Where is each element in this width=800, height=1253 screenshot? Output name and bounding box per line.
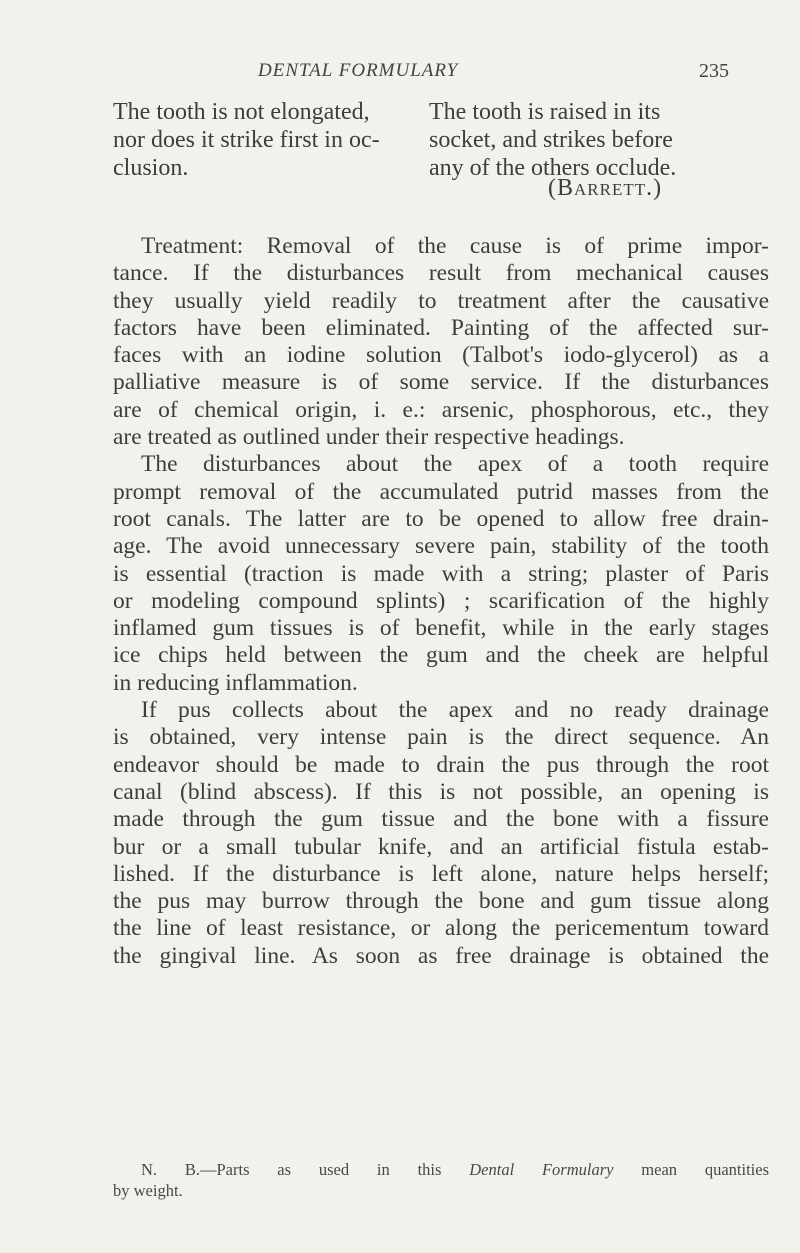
comparison-left-column xyxy=(113,98,413,182)
paragraph-line: prompt removal of the accumulated putrid masses from the xyxy=(113,478,769,505)
paragraph-line: palliative measure is of some service. If the disturbances xyxy=(113,369,769,396)
comparison-right-column xyxy=(429,98,769,182)
comparison-left-line: clusion. xyxy=(113,155,189,181)
paragraph-line: the line of least resistance, or along the pericementum toward xyxy=(113,915,769,942)
footnote-prefix: N. B.—Parts as used in this xyxy=(141,1160,470,1179)
paragraph-line: is essential (traction is made with a string; plaster of Paris xyxy=(113,560,769,587)
comparison-left-line: nor does it strike first in oc- xyxy=(113,127,380,153)
paragraph-line: factors have been eliminated. Painting of the affected sur- xyxy=(113,314,769,341)
comparison-left-line: The tooth is not elongated, xyxy=(113,99,370,125)
paragraph-line: The disturbances about the apex of a tooth require xyxy=(141,451,769,478)
paragraph-line: the gingival line. As soon as free drainage is obtained the xyxy=(113,942,769,969)
paragraph-line: lished. If the disturbance is left alone, nature helps herself; xyxy=(113,860,769,887)
footnote-suffix: mean quantities xyxy=(613,1160,770,1179)
paragraph-line: Treatment: Removal of the cause is of prime impor- xyxy=(141,233,769,259)
paragraph-line: the pus may burrow through the bone and gum tissue along xyxy=(113,888,769,915)
comparison-right-line: socket, and strikes before xyxy=(429,127,673,153)
paragraph-line: inflamed gum tissues is of benefit, while in the early stages xyxy=(113,615,769,642)
body-text xyxy=(113,233,769,970)
paragraph-line: endeavor should be made to drain the pus through the root xyxy=(113,751,769,778)
comparison-right-line: any of the others occlude. xyxy=(429,155,677,181)
paragraph-line: ice chips held between the gum and the cheek are helpful xyxy=(113,642,769,669)
attribution: (Barrett.) xyxy=(548,175,663,201)
paragraph-line: is obtained, very intense pain is the direct sequence. An xyxy=(113,724,769,751)
footnote-line: by weight. xyxy=(113,1181,183,1200)
footnote-line xyxy=(113,1159,769,1180)
footnote xyxy=(113,1159,769,1201)
paragraph-line: age. The avoid unnecessary severe pain, stability of the tooth xyxy=(113,533,769,560)
paragraph-line: or modeling compound splints) ; scarification of the highly xyxy=(113,587,769,614)
comparison-right-line: The tooth is raised in its xyxy=(429,99,661,125)
paragraph-line: root canals. The latter are to be opened to allow free drain- xyxy=(113,505,769,532)
paragraph-line: made through the gum tissue and the bone with a fissure xyxy=(113,806,769,833)
paragraph-line: bur or a small tubular knife, and an artificial fistula estab- xyxy=(113,833,769,860)
paragraph-line: canal (blind abscess). If this is not possible, an opening is xyxy=(113,778,769,805)
paragraph-line: faces with an iodine solution (Talbot's iodo-glycerol) as a xyxy=(113,342,769,369)
paragraph-line: If pus collects about the apex and no ready drainage xyxy=(141,697,769,724)
footnote-book-title: Dental Formulary xyxy=(469,1160,614,1179)
running-head xyxy=(0,60,800,90)
paragraph-line: are of chemical origin, i. e.: arsenic, phosphorous, etc., they xyxy=(113,396,769,423)
page-number: 235 xyxy=(699,60,729,82)
running-title: DENTAL FORMULARY xyxy=(258,60,459,81)
paragraph-line: in reducing inflammation. xyxy=(113,669,358,696)
paragraph-line: are treated as outlined under their respective headings. xyxy=(113,424,625,451)
paragraph-line: tance. If the disturbances result from mechanical causes xyxy=(113,260,769,287)
paragraph-line: they usually yield readily to treatment after the causative xyxy=(113,287,769,314)
